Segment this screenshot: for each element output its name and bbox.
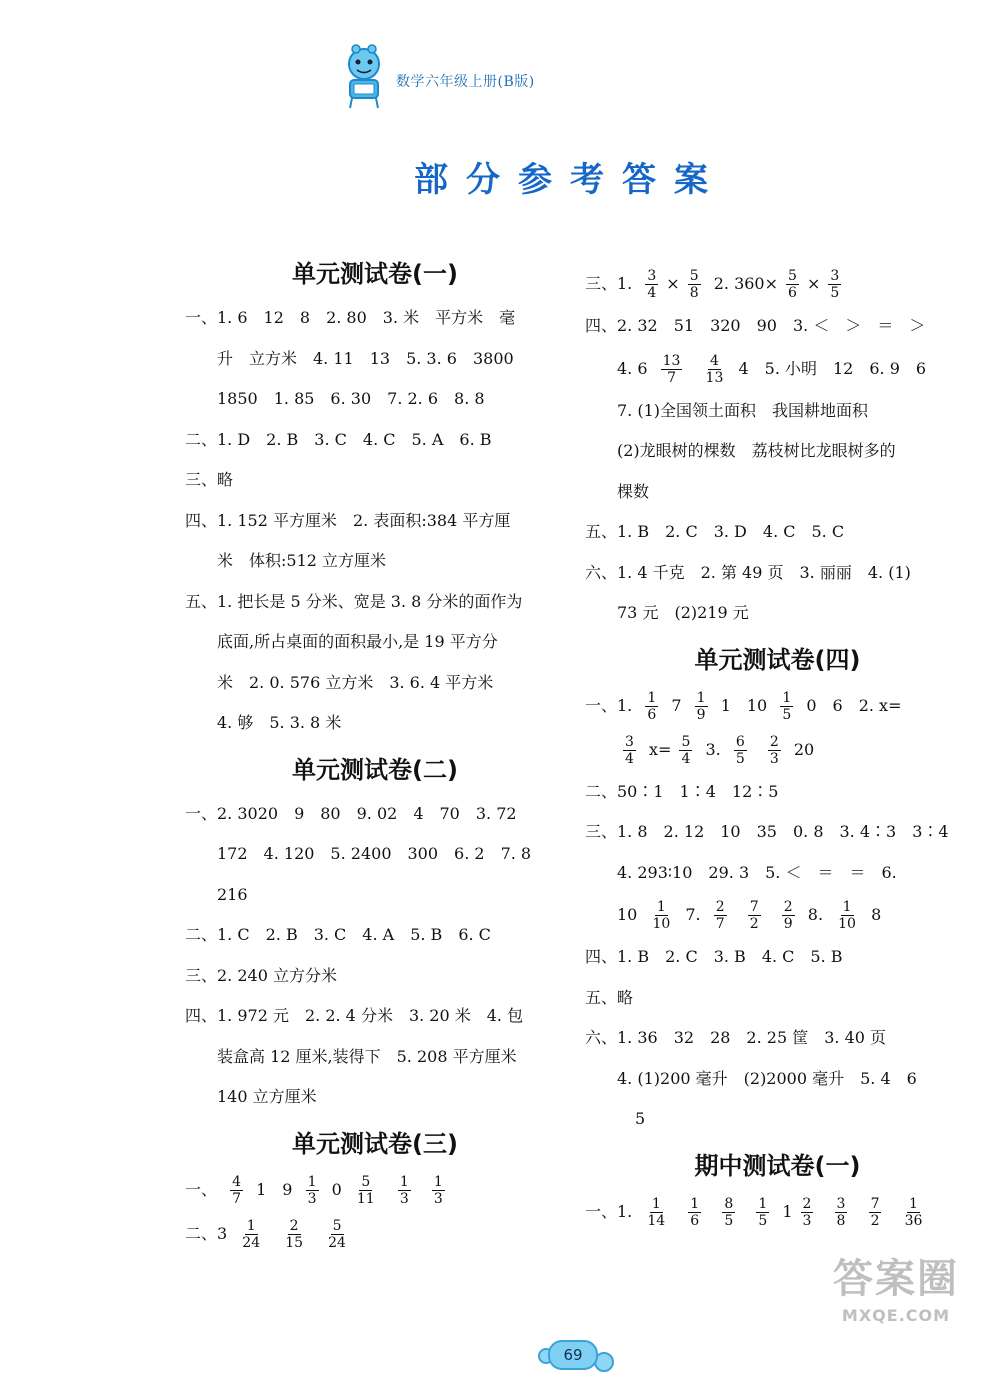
answer-line: 7. (1)全国领土面积 我国耕地面积 — [617, 400, 869, 420]
answer-line: 五、略 — [585, 987, 634, 1007]
answer-line: 米 体积:512 立方厘米 — [217, 551, 387, 570]
answer-line: 六、1. 36 32 28 2. 25 筐 3. 40 页 — [585, 1028, 887, 1047]
answer-line: 10 $\frac{1}{10}$ 7. $\frac{2}{7}$ $\frac{7}{2}$ $\frac{2}{9}$ 8. $\frac{1}{10}$ 8 — [617, 899, 882, 932]
fraction: $\frac{2}{9}$ — [783, 899, 793, 932]
answer-line: $\frac{3}{4}$ x= $\frac{5}{4}$ 3. $\frac{6}{5}$ $\frac{2}{3}$ 20 — [625, 733, 815, 767]
answer-line: 5 — [635, 1109, 646, 1128]
page-heading: 部分参考答案 — [414, 160, 726, 200]
fraction: $\frac{2}{7}$ — [715, 899, 725, 932]
fraction: $\frac{2}{15}$ — [285, 1217, 304, 1251]
answer-line: 三、1. $\frac{3}{4}$ × $\frac{5}{8}$ 2. 360× $\frac{5}{6}$ × $\frac{3}{5}$ — [585, 268, 840, 301]
answer-line: 四、1. B 2. C 3. B 4. C 5. B — [585, 947, 843, 966]
answer-line: 216 — [217, 884, 248, 904]
answer-line: 二、3 $\frac{1}{24}$ $\frac{2}{15}$ $\frac{5}{24}$ — [185, 1217, 346, 1251]
fraction: $\frac{1}{10}$ — [838, 899, 856, 932]
answer-line: 140 立方厘米 — [217, 1087, 317, 1106]
page-header — [338, 42, 535, 112]
fraction: $\frac{1}{5}$ — [782, 689, 792, 723]
page-number — [538, 1336, 618, 1372]
watermark-logo: 答案圈 — [833, 1256, 959, 1302]
answer-line: 4. 够 5. 3. 8 米 — [217, 713, 342, 732]
section-title: 单元测试卷(三) — [292, 1129, 458, 1158]
answer-line: (2)龙眼树的棵数 荔枝树比龙眼树多的 — [617, 441, 896, 460]
fraction: $\frac{1}{6}$ — [647, 689, 657, 723]
answer-line: 四、1. 152 平方厘米 2. 表面积:384 平方厘 — [185, 510, 511, 530]
answer-line: 二、1. C 2. B 3. C 4. A 5. B 6. C — [185, 925, 491, 944]
answer-line: 升 立方米 4. 11 13 5. 3. 6 3800 — [217, 348, 514, 368]
answer-line: 棵数 — [617, 481, 650, 501]
right-column — [585, 262, 970, 1234]
page-number-label: 69 — [548, 1340, 598, 1370]
fraction: $\frac{1}{6}$ — [690, 1195, 700, 1229]
answer-line: 米 2. 0. 576 立方米 3. 6. 4 平方米 — [217, 672, 494, 692]
fraction: $\frac{5}{8}$ — [689, 268, 699, 301]
fraction: $\frac{5}{24}$ — [328, 1217, 346, 1251]
fraction: $\frac{1}{24}$ — [242, 1217, 261, 1251]
answer-line: 装盒高 12 厘米,装得下 5. 208 平方厘米 — [217, 1046, 517, 1066]
watermark — [816, 1252, 976, 1362]
section-title: 期中测试卷(一) — [694, 1151, 861, 1180]
fraction: $\frac{3}{8}$ — [836, 1195, 846, 1229]
answer-line: 底面,所占桌面的面积最小,是 19 平方分 — [217, 632, 498, 651]
fraction: $\frac{1}{3}$ — [399, 1173, 409, 1207]
fraction: $\frac{5}{4}$ — [681, 733, 691, 767]
fraction: $\frac{5}{11}$ — [356, 1173, 375, 1207]
answer-line: 一、1. $\frac{1}{6}$ 7 $\frac{1}{9}$ 1 10 $\frac{1}{5}$ 0 6 2. x= — [585, 689, 902, 723]
answer-line: 三、1. 8 2. 12 10 35 0. 8 3. 4∶3 3∶4 — [585, 822, 949, 841]
answer-line: 三、略 — [185, 470, 234, 489]
fraction: $\frac{3}{5}$ — [830, 268, 840, 301]
fraction: $\frac{8}{5}$ — [724, 1195, 734, 1229]
fraction: $\frac{1}{9}$ — [696, 689, 706, 723]
section-title: 单元测试卷(四) — [694, 645, 861, 674]
answer-line: 六、1. 4 千克 2. 第 49 页 3. 丽丽 4. (1) — [585, 562, 911, 582]
fraction: $\frac{13}{7}$ — [662, 352, 681, 386]
answer-line: 4. 6 $\frac{13}{7}$ $\frac{4}{13}$ 4 5. 小明 12 6. 9 6 — [617, 352, 927, 386]
answer-line: 五、1. B 2. C 3. D 4. C 5. C — [585, 522, 845, 541]
answer-line: 三、2. 240 立方分米 — [185, 965, 337, 985]
section-title: 单元测试卷(二) — [292, 755, 458, 784]
left-column — [185, 248, 565, 1256]
fraction: $\frac{3}{4}$ — [647, 268, 657, 301]
answer-line: 四、1. 972 元 2. 2. 4 分米 3. 20 米 4. 包 — [185, 1006, 524, 1025]
answer-line: 一、1. $\frac{1}{14}$ $\frac{1}{6}$ $\frac{8}{5}$ $\frac{1}{5}$ 1 $\frac{2}{3}$ $\frac{3}{8}$ $\frac{7}{2}$ $\frac{1}{36}$ — [585, 1195, 923, 1229]
answer-line: 1850 1. 85 6. 30 7. 2. 6 8. 8 — [217, 389, 485, 408]
fraction: $\frac{1}{36}$ — [904, 1195, 923, 1229]
book-title: 数学六年级上册(B版) — [396, 74, 535, 90]
fraction: $\frac{2}{3}$ — [769, 733, 779, 767]
answer-line: 二、1. D 2. B 3. C 4. C 5. A 6. B — [185, 429, 492, 449]
fraction: $\frac{1}{5}$ — [758, 1195, 768, 1229]
fraction: $\frac{1}{3}$ — [307, 1173, 317, 1207]
answer-line: 4. (1)200 毫升 (2)2000 毫升 5. 4 6 — [617, 1068, 917, 1088]
fraction: $\frac{4}{13}$ — [705, 352, 724, 386]
fraction: $\frac{5}{6}$ — [788, 268, 797, 301]
answer-line: 四、2. 32 51 320 90 3. ＜ ＞ ＝ ＞ — [585, 316, 926, 335]
answer-line: 一、2. 3020 9 80 9. 02 4 70 3. 72 — [185, 803, 517, 823]
section-title: 单元测试卷(一) — [292, 260, 458, 288]
answer-line: 五、1. 把长是 5 分米、宽是 3. 8 分米的面作为 — [185, 591, 523, 611]
fraction: $\frac{3}{4}$ — [625, 733, 634, 767]
fraction: $\frac{7}{2}$ — [749, 899, 759, 932]
answer-line: 4. 293∶10 29. 3 5. ＜ ＝ ＝ 6. — [617, 862, 897, 882]
answer-line: 一、1. 6 12 8 2. 80 3. 米 平方米 毫 — [185, 308, 516, 327]
fraction: $\frac{6}{5}$ — [735, 733, 745, 767]
mascot-icon — [338, 44, 390, 110]
answer-line: 二、50∶1 1∶4 12∶5 — [585, 781, 779, 801]
fraction: $\frac{1}{14}$ — [647, 1195, 666, 1229]
fraction: $\frac{1}{10}$ — [652, 899, 671, 932]
fraction: $\frac{7}{2}$ — [870, 1195, 880, 1229]
answer-line: 73 元 (2)219 元 — [617, 603, 749, 622]
answer-line: 172 4. 120 5. 2400 300 6. 2 7. 8 — [217, 844, 532, 863]
answer-line: 一、 $\frac{4}{7}$ 1 9 $\frac{1}{3}$ 0 $\frac{5}{11}$ $\frac{1}{3}$ $\frac{1}{3}$ — [185, 1173, 443, 1207]
watermark-url: MXQE.COM — [841, 1306, 951, 1325]
fraction: $\frac{4}{7}$ — [232, 1173, 242, 1207]
fraction: $\frac{2}{3}$ — [802, 1195, 812, 1229]
fraction: $\frac{1}{3}$ — [433, 1173, 443, 1207]
